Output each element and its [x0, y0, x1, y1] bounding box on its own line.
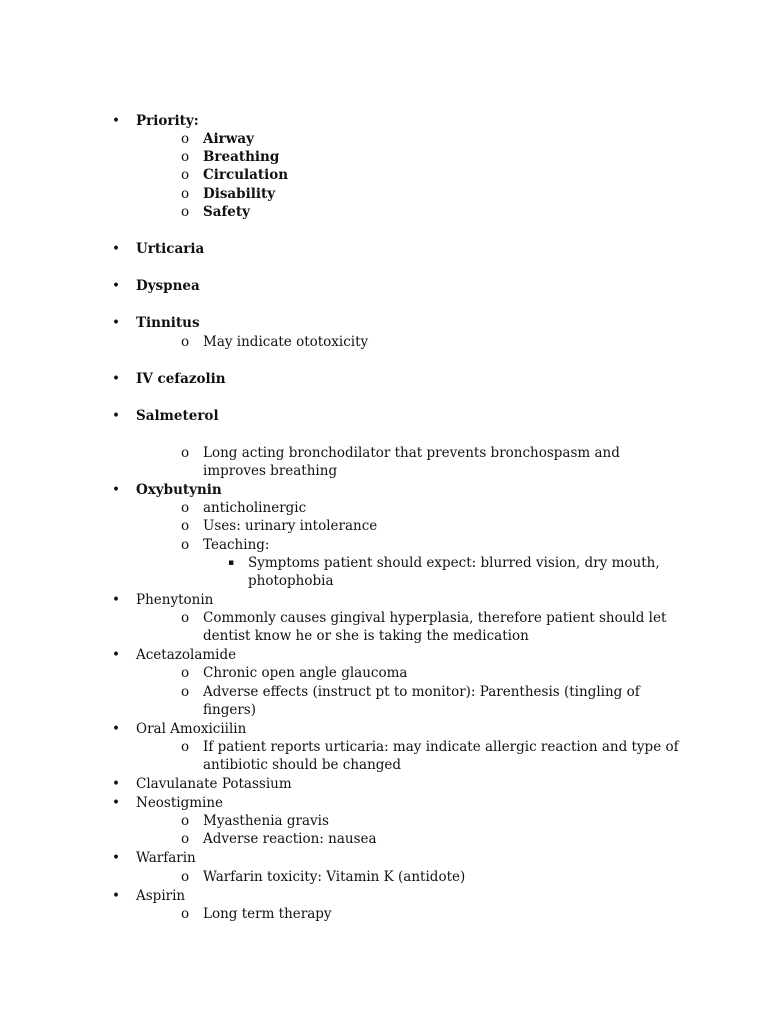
sub-sub-bullet-marker: ▪ [228, 558, 235, 568]
sub-bullet-marker: o [181, 518, 190, 534]
sub-bullet-marker: o [181, 500, 190, 516]
bullet-marker: • [112, 408, 120, 424]
sub-item-allergic-line2: antibiotic should be changed [203, 757, 402, 773]
sub-item-myasthenia: Myasthenia gravis [203, 813, 329, 829]
sub-item-uses: Uses: urinary intolerance [203, 518, 378, 534]
sub-bullet-marker: o [181, 610, 190, 626]
sub-bullet-marker: o [181, 186, 190, 202]
sub-item-long-term-therapy: Long term therapy [203, 906, 332, 922]
sub-item-allergic-line1: If patient reports urticaria: may indicate allergic reaction and type of [203, 739, 679, 755]
list-item-aspirin: Aspirin [136, 888, 186, 904]
bullet-marker: • [112, 647, 120, 663]
sub-bullet-marker: o [181, 831, 190, 847]
sub-item-circulation: Circulation [203, 167, 289, 183]
sub-item-ototoxicity: May indicate ototoxicity [203, 334, 369, 350]
sub-item-gingival-line2: dentist know he or she is taking the medication [203, 628, 529, 644]
bullet-marker: • [112, 371, 120, 387]
list-item-neostigmine: Neostigmine [136, 795, 224, 811]
sub-bullet-marker: o [181, 204, 190, 220]
sub-bullet-marker: o [181, 739, 190, 755]
sub-bullet-marker: o [181, 131, 190, 147]
list-item-acetazolamide: Acetazolamide [136, 647, 237, 663]
sub-item-bronchodilator-line2: improves breathing [203, 463, 338, 479]
sub-item-anticholinergic: anticholinergic [203, 500, 307, 516]
sub-item-glaucoma: Chronic open angle glaucoma [203, 665, 408, 681]
sub-sub-item-symptoms-line2: photophobia [248, 573, 334, 589]
sub-item-safety: Safety [203, 204, 250, 220]
sub-item-breathing: Breathing [203, 149, 280, 165]
list-item-phenytonin: Phenytonin [136, 592, 214, 608]
sub-item-adverse-effects-line1: Adverse effects (instruct pt to monitor): Parenthesis (tingling of [203, 684, 640, 700]
sub-bullet-marker: o [181, 167, 190, 183]
list-item-oxybutynin: Oxybutynin [136, 482, 222, 498]
bullet-marker: • [112, 482, 120, 498]
list-item-salmeterol: Salmeterol [136, 408, 219, 424]
sub-bullet-marker: o [181, 334, 190, 350]
list-item-clavulanate-potassium: Clavulanate Potassium [136, 776, 292, 792]
list-item-warfarin: Warfarin [136, 850, 196, 866]
list-item-oral-amoxiciilin: Oral Amoxiciilin [136, 721, 247, 737]
sub-bullet-marker: o [181, 684, 190, 700]
sub-bullet-marker: o [181, 445, 190, 461]
list-item-dyspnea: Dyspnea [136, 278, 200, 294]
sub-bullet-marker: o [181, 149, 190, 165]
sub-bullet-marker: o [181, 537, 190, 553]
sub-bullet-marker: o [181, 813, 190, 829]
list-item-tinnitus: Tinnitus [136, 315, 200, 331]
sub-sub-item-symptoms-line1: Symptoms patient should expect: blurred vision, dry mouth, [248, 555, 660, 571]
list-item-iv-cefazolin: IV cefazolin [136, 371, 226, 387]
sub-item-nausea: Adverse reaction: nausea [203, 831, 377, 847]
sub-item-disability: Disability [203, 186, 276, 202]
sub-bullet-marker: o [181, 869, 190, 885]
sub-bullet-marker: o [181, 665, 190, 681]
sub-item-teaching: Teaching: [203, 537, 270, 553]
bullet-marker: • [112, 850, 120, 866]
sub-item-bronchodilator-line1: Long acting bronchodilator that prevents bronchospasm and [203, 445, 620, 461]
sub-bullet-marker: o [181, 906, 190, 922]
bullet-marker: • [112, 278, 120, 294]
bullet-marker: • [112, 795, 120, 811]
list-item-priority: Priority: [136, 113, 199, 129]
sub-item-airway: Airway [203, 131, 254, 147]
bullet-marker: • [112, 721, 120, 737]
sub-item-vitamin-k: Warfarin toxicity: Vitamin K (antidote) [203, 869, 466, 885]
sub-item-adverse-effects-line2: fingers) [203, 702, 256, 718]
bullet-marker: • [112, 776, 120, 792]
sub-item-gingival-line1: Commonly causes gingival hyperplasia, therefore patient should let [203, 610, 667, 626]
bullet-marker: • [112, 113, 120, 129]
bullet-marker: • [112, 888, 120, 904]
bullet-marker: • [112, 592, 120, 608]
list-item-urticaria: Urticaria [136, 241, 205, 257]
bullet-marker: • [112, 315, 120, 331]
bullet-marker: • [112, 241, 120, 257]
